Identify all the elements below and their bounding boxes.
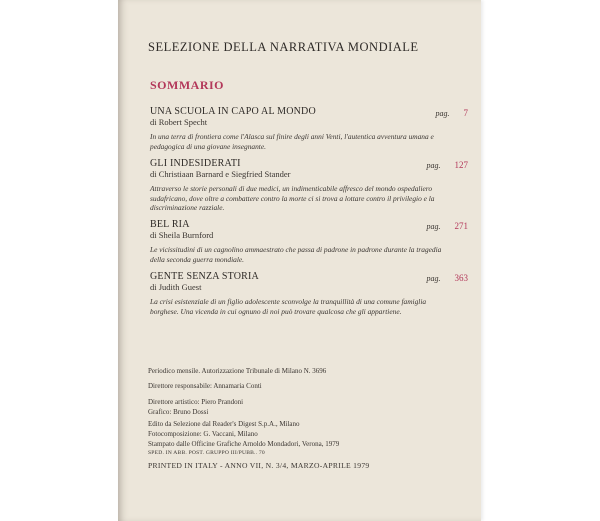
entry-page xyxy=(427,273,469,283)
entry-author: di Robert Specht xyxy=(150,117,208,127)
contents-entry xyxy=(150,106,468,151)
page-number: 271 xyxy=(454,221,468,231)
page-number: 363 xyxy=(454,273,468,283)
entry-blurb: Attraverso le storie personali di due medici, un indimenticabile affresco del mondo ospedaliero sudafricano, dove oltre a combattere contro la morte ci si trova a lottare contro il privilegio e la discriminazione razziale. xyxy=(150,184,435,213)
contents-entry xyxy=(150,219,468,264)
document-page xyxy=(118,0,481,521)
contents-heading: SOMMARIO xyxy=(150,78,224,92)
page-number: 127 xyxy=(454,160,468,170)
contents-entry xyxy=(150,271,468,316)
entry-title: UNA SCUOLA IN CAPO AL MONDO xyxy=(150,106,316,117)
entry-blurb: La crisi esistenziale di un figlio adolescente sconvolge la tranquillità di una comune famiglia borghese. Una vicenda in cui ognuno di noi può trovare qualcosa che gli appartiene. xyxy=(150,297,427,316)
page-label: pag. xyxy=(435,109,450,118)
entry-title: BEL RIA xyxy=(150,219,190,230)
page-label: pag. xyxy=(426,222,441,231)
background xyxy=(0,0,118,521)
entry-author: di Sheila Burnford xyxy=(150,230,214,240)
entry-blurb: In una terra di frontiera come l'Alasca sul finire degli anni Venti, l'autentica avventura umana e pedagogica di una giovane insegnante. xyxy=(150,132,434,151)
entry-page xyxy=(436,108,469,118)
entry-author: di Christiaan Barnard e Siegfried Stander xyxy=(150,169,291,179)
page-label: pag. xyxy=(426,161,441,170)
imprint-art-director: Direttore artistico: Piero Prandoni xyxy=(148,398,244,406)
imprint-printing: Stampato dalle Officine Grafiche Arnoldo Mondadori, Verona, 1979 xyxy=(148,440,340,448)
entry-page xyxy=(427,160,469,170)
series-title: SELEZIONE DELLA NARRATIVA MONDIALE xyxy=(148,40,419,54)
imprint-typesetting: Fotocomposizione: G. Vaccani, Milano xyxy=(148,430,258,438)
entry-author: di Judith Guest xyxy=(150,282,202,292)
imprint-periodical: Periodico mensile. Autorizzazione Tribunale di Milano N. 3696 xyxy=(148,367,327,375)
entry-page xyxy=(427,221,469,231)
imprint-postal: SPED. IN ABB. POST. GRUPPO III/PUBB.. 70 xyxy=(148,450,265,456)
page-label: pag. xyxy=(426,274,441,283)
entry-title: GENTE SENZA STORIA xyxy=(150,271,259,282)
imprint-publisher: Edito da Selezione dal Reader's Digest S.p.A., Milano xyxy=(148,420,300,428)
entry-title: GLI INDESIDERATI xyxy=(150,158,241,169)
contents-entry xyxy=(150,158,468,213)
entry-blurb: Le vicissitudini di un cagnolino ammaestrato che passa di padrone in padrone durante la tragedia della seconda guerra mondiale. xyxy=(150,245,442,264)
imprint-graphics: Grafico: Bruno Dossi xyxy=(148,408,209,416)
imprint-editor: Direttore responsabile: Annamaria Conti xyxy=(148,382,262,390)
imprint-printed-in: PRINTED IN ITALY - ANNO VII, N. 3/4, MARZO-APRILE 1979 xyxy=(148,461,370,470)
page-number: 7 xyxy=(463,108,468,118)
